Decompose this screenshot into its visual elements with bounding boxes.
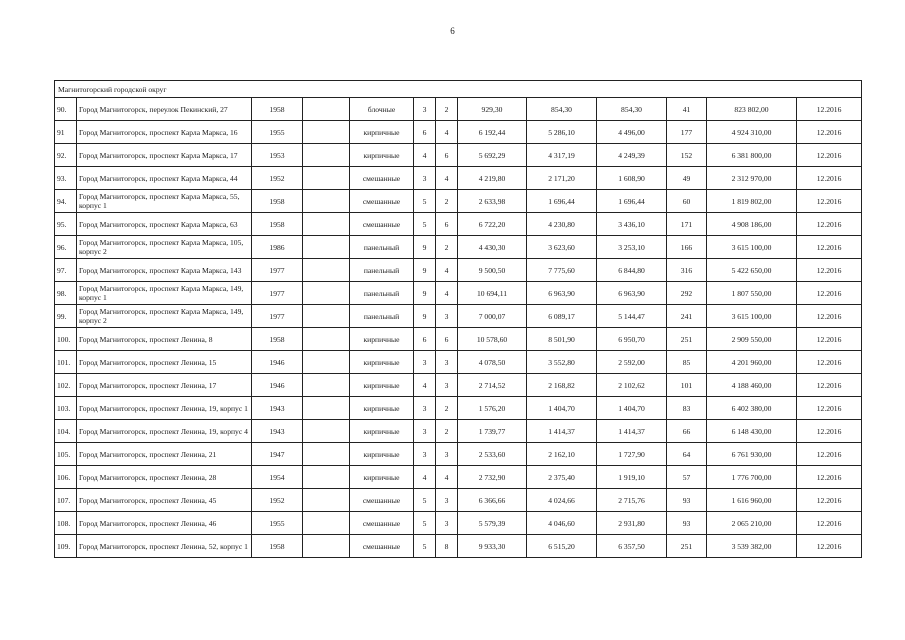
- row-blank: [303, 397, 350, 420]
- row-entrances: 6: [436, 213, 458, 236]
- row-address: Город Магнитогорск, проспект Карла Маркса, 143: [77, 259, 252, 282]
- row-deadline: 12.2016: [797, 282, 862, 305]
- row-area-total: 6 192,44: [458, 121, 527, 144]
- page-number: 6: [450, 26, 455, 36]
- row-entrances: 3: [436, 443, 458, 466]
- row-area-total: 9 933,30: [458, 535, 527, 558]
- row-deadline: 12.2016: [797, 397, 862, 420]
- row-entrances: 2: [436, 190, 458, 213]
- row-deadline: 12.2016: [797, 144, 862, 167]
- row-area-living: 6 515,20: [527, 535, 597, 558]
- row-area-living: 4 046,60: [527, 512, 597, 535]
- row-area-living: 2 171,20: [527, 167, 597, 190]
- row-residents: 177: [667, 121, 707, 144]
- row-address: Город Магнитогорск, проспект Ленина, 17: [77, 374, 252, 397]
- row-address: Город Магнитогорск, проспект Ленина, 52, корпус 1: [77, 535, 252, 558]
- row-material: кирпичные: [350, 397, 414, 420]
- row-number: 109.: [55, 535, 77, 558]
- row-residents: 66: [667, 420, 707, 443]
- row-year: 1986: [252, 236, 303, 259]
- row-deadline: 12.2016: [797, 420, 862, 443]
- row-material: кирпичные: [350, 144, 414, 167]
- table-row: [55, 512, 862, 535]
- row-address: Город Магнитогорск, проспект Карла Маркса, 105, корпус 2: [77, 236, 252, 259]
- row-cost: 6 402 380,00: [707, 397, 797, 420]
- row-area-residential: 1 727,90: [597, 443, 667, 466]
- row-entrances: 3: [436, 351, 458, 374]
- row-deadline: 12.2016: [797, 535, 862, 558]
- row-floors: 5: [414, 535, 436, 558]
- row-blank: [303, 213, 350, 236]
- row-residents: 251: [667, 328, 707, 351]
- row-number: 103.: [55, 397, 77, 420]
- row-cost: 823 802,00: [707, 98, 797, 121]
- row-area-residential: 2 102,62: [597, 374, 667, 397]
- row-area-residential: 5 144,47: [597, 305, 667, 328]
- table-row: [55, 213, 862, 236]
- row-residents: 171: [667, 213, 707, 236]
- row-area-residential: 2 592,00: [597, 351, 667, 374]
- table-row: [55, 535, 862, 558]
- row-area-total: 10 578,60: [458, 328, 527, 351]
- row-cost: 5 422 650,00: [707, 259, 797, 282]
- row-year: 1977: [252, 305, 303, 328]
- row-residents: 41: [667, 98, 707, 121]
- row-address: Город Магнитогорск, проспект Ленина, 28: [77, 466, 252, 489]
- row-residents: 93: [667, 512, 707, 535]
- table-row: [55, 236, 862, 259]
- row-deadline: 12.2016: [797, 328, 862, 351]
- row-cost: 6 761 930,00: [707, 443, 797, 466]
- row-area-residential: 6 357,50: [597, 535, 667, 558]
- row-floors: 4: [414, 466, 436, 489]
- row-residents: 101: [667, 374, 707, 397]
- row-area-total: 9 500,50: [458, 259, 527, 282]
- row-address: Город Магнитогорск, проспект Карла Маркса, 63: [77, 213, 252, 236]
- row-area-residential: 4 496,00: [597, 121, 667, 144]
- row-deadline: 12.2016: [797, 351, 862, 374]
- row-floors: 3: [414, 167, 436, 190]
- row-area-residential: 4 249,39: [597, 144, 667, 167]
- row-material: смешанные: [350, 535, 414, 558]
- row-material: кирпичные: [350, 328, 414, 351]
- row-entrances: 6: [436, 328, 458, 351]
- row-cost: 1 819 802,00: [707, 190, 797, 213]
- row-area-residential: 3 253,10: [597, 236, 667, 259]
- row-area-residential: 2 715,76: [597, 489, 667, 512]
- row-area-living: 6 089,17: [527, 305, 597, 328]
- row-deadline: 12.2016: [797, 489, 862, 512]
- row-material: панельный: [350, 282, 414, 305]
- table-row: [55, 305, 862, 328]
- row-residents: 64: [667, 443, 707, 466]
- row-area-living: 3 552,80: [527, 351, 597, 374]
- row-number: 96.: [55, 236, 77, 259]
- row-area-residential: 2 931,80: [597, 512, 667, 535]
- row-area-total: 2 732,90: [458, 466, 527, 489]
- row-deadline: 12.2016: [797, 167, 862, 190]
- row-area-living: 854,30: [527, 98, 597, 121]
- row-area-residential: 1 404,70: [597, 397, 667, 420]
- row-address: Город Магнитогорск, проспект Карла Маркса, 149, корпус 2: [77, 305, 252, 328]
- row-deadline: 12.2016: [797, 98, 862, 121]
- row-floors: 5: [414, 190, 436, 213]
- row-area-living: 8 501,90: [527, 328, 597, 351]
- row-year: 1943: [252, 397, 303, 420]
- row-address: Город Магнитогорск, проспект Карла Маркса, 44: [77, 167, 252, 190]
- row-entrances: 2: [436, 420, 458, 443]
- row-area-residential: 6 844,80: [597, 259, 667, 282]
- row-material: панельный: [350, 259, 414, 282]
- row-area-living: 1 696,44: [527, 190, 597, 213]
- table-row: [55, 443, 862, 466]
- row-year: 1977: [252, 282, 303, 305]
- table-row: [55, 489, 862, 512]
- row-address: Город Магнитогорск, переулок Пекинский, 27: [77, 98, 252, 121]
- row-cost: 3 615 100,00: [707, 305, 797, 328]
- row-floors: 6: [414, 328, 436, 351]
- row-area-total: 4 430,30: [458, 236, 527, 259]
- row-cost: 1 776 700,00: [707, 466, 797, 489]
- row-area-total: 1 576,20: [458, 397, 527, 420]
- row-floors: 3: [414, 420, 436, 443]
- row-floors: 9: [414, 236, 436, 259]
- row-area-residential: 1 608,90: [597, 167, 667, 190]
- row-number: 106.: [55, 466, 77, 489]
- row-address: Город Магнитогорск, проспект Карла Маркса, 55, корпус 1: [77, 190, 252, 213]
- table-row: [55, 374, 862, 397]
- row-entrances: 3: [436, 512, 458, 535]
- row-number: 99.: [55, 305, 77, 328]
- row-cost: 2 312 970,00: [707, 167, 797, 190]
- row-residents: 85: [667, 351, 707, 374]
- row-address: Город Магнитогорск, проспект Ленина, 19, корпус 4: [77, 420, 252, 443]
- row-entrances: 3: [436, 489, 458, 512]
- row-year: 1952: [252, 167, 303, 190]
- row-material: кирпичные: [350, 351, 414, 374]
- row-area-total: 2 533,60: [458, 443, 527, 466]
- row-blank: [303, 98, 350, 121]
- row-area-living: 3 623,60: [527, 236, 597, 259]
- row-year: 1946: [252, 351, 303, 374]
- row-floors: 9: [414, 305, 436, 328]
- row-blank: [303, 259, 350, 282]
- row-year: 1943: [252, 420, 303, 443]
- table-row: [55, 190, 862, 213]
- row-floors: 4: [414, 144, 436, 167]
- row-cost: 4 188 460,00: [707, 374, 797, 397]
- row-year: 1953: [252, 144, 303, 167]
- row-floors: 3: [414, 443, 436, 466]
- row-number: 95.: [55, 213, 77, 236]
- housing-table: [54, 80, 862, 558]
- region-name: Магнитогорский городской округ: [55, 81, 862, 98]
- table-row: [55, 259, 862, 282]
- row-cost: 2 909 550,00: [707, 328, 797, 351]
- row-cost: 4 201 960,00: [707, 351, 797, 374]
- row-floors: 5: [414, 213, 436, 236]
- row-material: панельный: [350, 236, 414, 259]
- row-address: Город Магнитогорск, проспект Ленина, 21: [77, 443, 252, 466]
- row-material: смешанные: [350, 190, 414, 213]
- row-year: 1958: [252, 98, 303, 121]
- row-residents: 241: [667, 305, 707, 328]
- row-area-residential: 6 963,90: [597, 282, 667, 305]
- row-area-living: 6 963,90: [527, 282, 597, 305]
- row-area-total: 5 692,29: [458, 144, 527, 167]
- row-number: 108.: [55, 512, 77, 535]
- row-area-total: 4 078,50: [458, 351, 527, 374]
- row-year: 1947: [252, 443, 303, 466]
- row-area-residential: 1 414,37: [597, 420, 667, 443]
- row-entrances: 4: [436, 259, 458, 282]
- row-blank: [303, 236, 350, 259]
- row-floors: 5: [414, 512, 436, 535]
- row-address: Город Магнитогорск, проспект Ленина, 46: [77, 512, 252, 535]
- row-entrances: 6: [436, 144, 458, 167]
- row-blank: [303, 489, 350, 512]
- row-residents: 152: [667, 144, 707, 167]
- row-deadline: 12.2016: [797, 190, 862, 213]
- row-deadline: 12.2016: [797, 121, 862, 144]
- row-blank: [303, 374, 350, 397]
- row-cost: 3 615 100,00: [707, 236, 797, 259]
- row-number: 105.: [55, 443, 77, 466]
- row-material: смешанные: [350, 167, 414, 190]
- table-row: [55, 466, 862, 489]
- row-floors: 9: [414, 259, 436, 282]
- row-area-residential: 1 919,10: [597, 466, 667, 489]
- row-floors: 5: [414, 489, 436, 512]
- row-material: блочные: [350, 98, 414, 121]
- row-blank: [303, 282, 350, 305]
- table-row: [55, 351, 862, 374]
- row-number: 100.: [55, 328, 77, 351]
- row-entrances: 2: [436, 236, 458, 259]
- row-area-residential: 3 436,10: [597, 213, 667, 236]
- table-row: [55, 420, 862, 443]
- table-row: [55, 397, 862, 420]
- row-cost: 4 924 310,00: [707, 121, 797, 144]
- row-deadline: 12.2016: [797, 374, 862, 397]
- row-number: 93.: [55, 167, 77, 190]
- row-area-living: 2 162,10: [527, 443, 597, 466]
- row-deadline: 12.2016: [797, 305, 862, 328]
- row-material: кирпичные: [350, 121, 414, 144]
- row-area-living: 5 286,10: [527, 121, 597, 144]
- row-blank: [303, 466, 350, 489]
- row-area-total: 6 722,20: [458, 213, 527, 236]
- row-area-total: 2 714,52: [458, 374, 527, 397]
- row-entrances: 3: [436, 374, 458, 397]
- row-material: смешанные: [350, 489, 414, 512]
- row-area-total: 1 739,77: [458, 420, 527, 443]
- table-row: [55, 98, 862, 121]
- row-entrances: 4: [436, 121, 458, 144]
- row-cost: 4 908 186,00: [707, 213, 797, 236]
- row-year: 1958: [252, 328, 303, 351]
- row-address: Город Магнитогорск, проспект Ленина, 8: [77, 328, 252, 351]
- row-material: кирпичные: [350, 443, 414, 466]
- row-cost: 3 539 382,00: [707, 535, 797, 558]
- row-cost: 2 065 210,00: [707, 512, 797, 535]
- row-area-residential: 6 950,70: [597, 328, 667, 351]
- row-blank: [303, 121, 350, 144]
- row-number: 102.: [55, 374, 77, 397]
- row-cost: 1 616 960,00: [707, 489, 797, 512]
- row-area-living: 1 414,37: [527, 420, 597, 443]
- row-area-living: 4 024,66: [527, 489, 597, 512]
- row-address: Город Магнитогорск, проспект Карла Маркса, 16: [77, 121, 252, 144]
- row-cost: 1 807 550,00: [707, 282, 797, 305]
- row-number: 98.: [55, 282, 77, 305]
- row-entrances: 4: [436, 466, 458, 489]
- row-area-total: 10 694,11: [458, 282, 527, 305]
- row-blank: [303, 512, 350, 535]
- row-blank: [303, 190, 350, 213]
- row-residents: 292: [667, 282, 707, 305]
- row-entrances: 2: [436, 397, 458, 420]
- row-address: Город Магнитогорск, проспект Карла Маркса, 149, корпус 1: [77, 282, 252, 305]
- row-area-living: 1 404,70: [527, 397, 597, 420]
- row-area-residential: 854,30: [597, 98, 667, 121]
- row-address: Город Магнитогорск, проспект Ленина, 19, корпус 1: [77, 397, 252, 420]
- row-number: 104.: [55, 420, 77, 443]
- row-residents: 166: [667, 236, 707, 259]
- table-row: [55, 328, 862, 351]
- row-entrances: 4: [436, 282, 458, 305]
- row-material: смешанные: [350, 512, 414, 535]
- row-address: Город Магнитогорск, проспект Ленина, 15: [77, 351, 252, 374]
- row-entrances: 3: [436, 305, 458, 328]
- row-number: 107.: [55, 489, 77, 512]
- row-year: 1958: [252, 535, 303, 558]
- row-year: 1946: [252, 374, 303, 397]
- row-floors: 6: [414, 121, 436, 144]
- row-floors: 4: [414, 374, 436, 397]
- row-residents: 316: [667, 259, 707, 282]
- row-year: 1977: [252, 259, 303, 282]
- row-blank: [303, 305, 350, 328]
- row-deadline: 12.2016: [797, 236, 862, 259]
- row-entrances: 2: [436, 98, 458, 121]
- row-area-living: 4 230,80: [527, 213, 597, 236]
- row-blank: [303, 443, 350, 466]
- row-blank: [303, 144, 350, 167]
- row-blank: [303, 167, 350, 190]
- row-area-living: 4 317,19: [527, 144, 597, 167]
- row-deadline: 12.2016: [797, 466, 862, 489]
- table-row: [55, 121, 862, 144]
- row-material: кирпичные: [350, 374, 414, 397]
- row-blank: [303, 351, 350, 374]
- row-area-total: 7 000,07: [458, 305, 527, 328]
- row-area-living: 7 775,60: [527, 259, 597, 282]
- row-material: кирпичные: [350, 466, 414, 489]
- region-row: [55, 81, 862, 98]
- row-number: 97.: [55, 259, 77, 282]
- row-residents: 60: [667, 190, 707, 213]
- row-entrances: 8: [436, 535, 458, 558]
- row-address: Город Магнитогорск, проспект Ленина, 45: [77, 489, 252, 512]
- row-deadline: 12.2016: [797, 259, 862, 282]
- row-cost: 6 381 800,00: [707, 144, 797, 167]
- row-area-total: 5 579,39: [458, 512, 527, 535]
- row-blank: [303, 420, 350, 443]
- row-blank: [303, 328, 350, 351]
- row-floors: 3: [414, 351, 436, 374]
- row-residents: 251: [667, 535, 707, 558]
- row-area-total: 2 633,98: [458, 190, 527, 213]
- row-area-living: 2 168,82: [527, 374, 597, 397]
- row-residents: 57: [667, 466, 707, 489]
- row-number: 92.: [55, 144, 77, 167]
- row-number: 90.: [55, 98, 77, 121]
- row-year: 1958: [252, 213, 303, 236]
- row-deadline: 12.2016: [797, 512, 862, 535]
- row-floors: 3: [414, 98, 436, 121]
- row-deadline: 12.2016: [797, 443, 862, 466]
- row-material: смешанные: [350, 213, 414, 236]
- row-residents: 93: [667, 489, 707, 512]
- row-address: Город Магнитогорск, проспект Карла Маркса, 17: [77, 144, 252, 167]
- row-year: 1954: [252, 466, 303, 489]
- row-area-residential: 1 696,44: [597, 190, 667, 213]
- row-area-living: 2 375,40: [527, 466, 597, 489]
- row-area-total: 4 219,80: [458, 167, 527, 190]
- row-number: 101.: [55, 351, 77, 374]
- row-year: 1952: [252, 489, 303, 512]
- table-row: [55, 144, 862, 167]
- table-row: [55, 167, 862, 190]
- row-floors: 9: [414, 282, 436, 305]
- row-year: 1958: [252, 190, 303, 213]
- row-entrances: 4: [436, 167, 458, 190]
- row-blank: [303, 535, 350, 558]
- row-floors: 3: [414, 397, 436, 420]
- table-row: [55, 282, 862, 305]
- row-residents: 83: [667, 397, 707, 420]
- row-cost: 6 148 430,00: [707, 420, 797, 443]
- row-material: панельный: [350, 305, 414, 328]
- row-year: 1955: [252, 121, 303, 144]
- row-area-total: 6 366,66: [458, 489, 527, 512]
- row-deadline: 12.2016: [797, 213, 862, 236]
- row-residents: 49: [667, 167, 707, 190]
- row-number: 91: [55, 121, 77, 144]
- row-material: кирпичные: [350, 420, 414, 443]
- row-number: 94.: [55, 190, 77, 213]
- row-year: 1955: [252, 512, 303, 535]
- row-area-total: 929,30: [458, 98, 527, 121]
